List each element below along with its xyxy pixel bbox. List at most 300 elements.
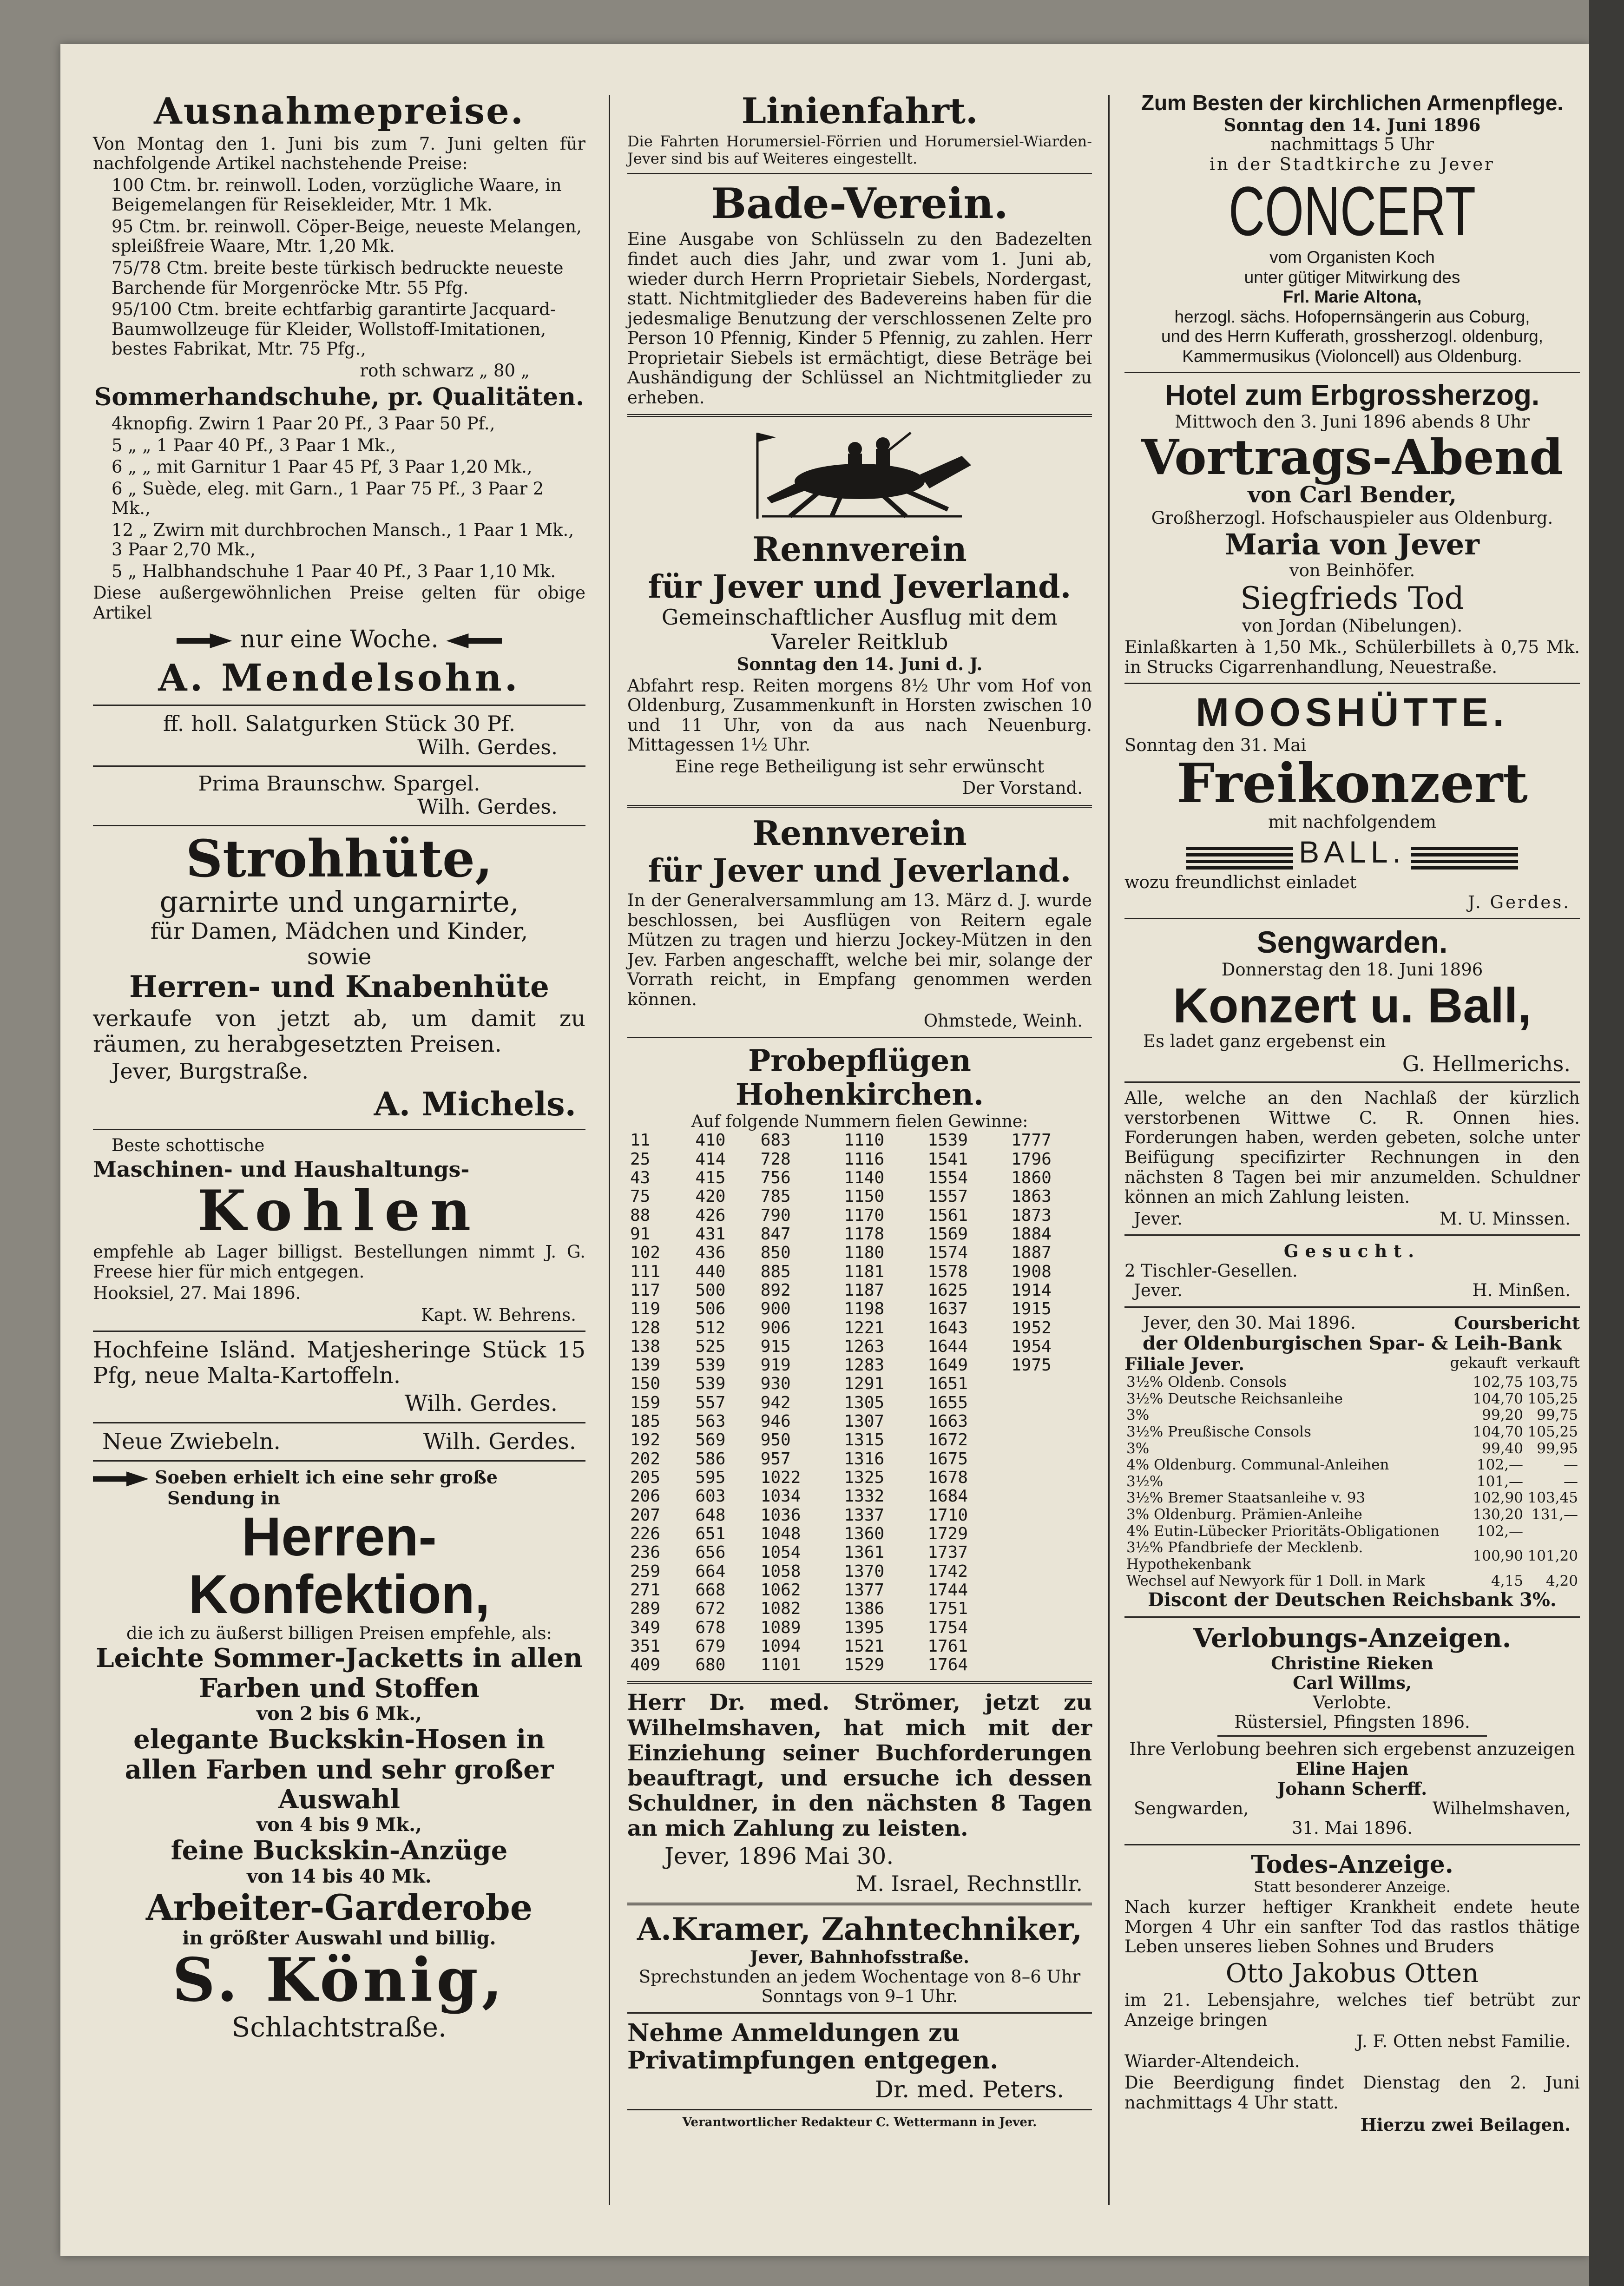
table-cell: 950 [760, 1430, 791, 1450]
list-item: 5 „ Halbhandschuhe 1 Paar 40 Pf., 3 Paar 1,10 Mk. [112, 561, 556, 581]
ad-title: Rennverein [752, 813, 967, 853]
divider [1124, 683, 1580, 684]
table-row [627, 1337, 1092, 1356]
table-row [1124, 1407, 1580, 1424]
column-middle [627, 44, 1092, 2130]
table-cell: 3½% Bremer Staatsanleihe v. 93 [1126, 1489, 1366, 1507]
table-cell: 1908 [1011, 1262, 1052, 1281]
table-row [627, 1394, 1092, 1412]
table-cell: 900 [760, 1299, 791, 1319]
ad-text: im 21. Lebensjahre, welches tief betrübt zur Anzeige bringen [1124, 1990, 1580, 2030]
ad-date: Hooksiel, 27. Mai 1896. [93, 1283, 301, 1304]
table-cell: 847 [760, 1224, 791, 1244]
table-cell: 1325 [844, 1468, 885, 1488]
ad-text: verkaufe von jetzt ab, um damit zu räumen, zu herabgesetzten Preisen. [93, 1005, 585, 1057]
divider [1124, 1616, 1580, 1618]
table-cell: 1729 [927, 1524, 968, 1543]
table-cell: 205 [630, 1468, 661, 1488]
table-cell: 101,— [1476, 1473, 1523, 1490]
ad-subtitle: Auf folgende Nummern fielen Gewinne: [691, 1112, 1028, 1131]
ad-subtitle: Maria von Jever [1225, 527, 1479, 562]
table-cell [1008, 1562, 1092, 1581]
ad-title: Rennverein [752, 529, 967, 569]
table-cell: 1034 [760, 1487, 801, 1506]
divider [93, 1460, 585, 1462]
table-cell: 557 [695, 1393, 726, 1412]
table-cell: 678 [695, 1618, 726, 1637]
table-cell: 1370 [844, 1561, 885, 1581]
ad-text: Eine rege Betheiligung ist sehr erwünscht [675, 756, 1045, 777]
table-cell: 1315 [844, 1430, 885, 1450]
table-cell: 43 [630, 1168, 651, 1188]
table-cell: 1529 [844, 1655, 885, 1675]
ad-title: A.Kramer, Zahntechniker, [637, 1911, 1083, 1948]
divider [1124, 1234, 1580, 1236]
table-cell: 506 [695, 1299, 726, 1319]
ad-name: Otto Jakobus Otten [1225, 1958, 1479, 1989]
divider [627, 805, 1092, 808]
table-row [1124, 1573, 1580, 1590]
ad-subtitle: Gemeinschaftlicher Ausflug mit dem Vareler Reitklub [661, 605, 1058, 655]
table-cell [1008, 1469, 1092, 1487]
table-row [627, 1206, 1092, 1225]
divider [627, 1681, 1092, 1684]
table-cell: 105,25 [1527, 1423, 1578, 1440]
table-cell: 1796 [1011, 1149, 1052, 1169]
table-cell: 539 [695, 1374, 726, 1394]
table-cell: 415 [695, 1168, 726, 1188]
table-cell: 512 [695, 1318, 726, 1337]
table-cell: 1377 [844, 1580, 885, 1600]
divider [93, 705, 585, 706]
table-cell: 436 [695, 1243, 726, 1263]
ad-text: in größter Auswahl und billig. [182, 1927, 496, 1950]
table-row [627, 1131, 1092, 1150]
table-cell: 426 [695, 1206, 726, 1225]
table-cell: 1181 [844, 1262, 885, 1281]
ad-text: Alle, welche an den Nachlaß der kürzlich verstorbenen Wittwe C. R. Onnen hies. Forderungen haben, werden gebeten, solche unter Beifügung specifizirter Rechnungen in den nächsten 8 Tagen bei mir anzumelden. Schuldner können an mich Zahlung leisten. [1124, 1088, 1580, 1207]
ad-text: Beste schottische [112, 1135, 265, 1155]
table-cell: 1332 [844, 1487, 885, 1506]
table-cell: 1101 [760, 1655, 801, 1675]
lottery-table [627, 1131, 1092, 1674]
ad-signature: H. Minßen. [1472, 1280, 1571, 1301]
table-cell: 1094 [760, 1636, 801, 1656]
table-cell: — [1564, 1473, 1578, 1490]
table-cell: 91 [630, 1224, 651, 1244]
ad-signature: M. Israel, Rechnstllr. [855, 1871, 1083, 1897]
table-cell: 414 [695, 1149, 726, 1169]
ad-text: herzogl. sächs. Hofopernsängerin aus Coburg, [1174, 307, 1530, 326]
table-cell: 1170 [844, 1206, 885, 1225]
table-cell: 1180 [844, 1243, 885, 1263]
table-cell: 1569 [927, 1224, 968, 1244]
table-cell: 1036 [760, 1505, 801, 1525]
ad-title: Gesucht. [1283, 1241, 1421, 1262]
table-cell [1008, 1506, 1092, 1525]
ad-date: Sonntag den 31. Mai [1124, 735, 1307, 756]
table-cell: 11 [630, 1131, 651, 1150]
table-cell [1008, 1487, 1092, 1506]
ad-subtitle: Statt besonderer Anzeige. [1254, 1878, 1451, 1896]
table-cell: 1672 [927, 1430, 968, 1450]
table-cell: 4% Eutin-Lübecker Prioritäts-Obligationen [1126, 1522, 1440, 1540]
ad-title: Verlobungs-Anzeigen. [1193, 1623, 1512, 1654]
table-row [627, 1281, 1092, 1300]
ad-big-title: CONCERT [1228, 171, 1476, 250]
table-cell: 1554 [927, 1168, 968, 1188]
table-cell: 1643 [927, 1318, 968, 1337]
ad-text: garnirte und ungarnirte, [159, 885, 519, 919]
table-row [627, 1656, 1092, 1674]
ad-price: von 2 bis 6 Mk., [256, 1703, 422, 1725]
table-row [627, 1506, 1092, 1525]
ad-line [1124, 1281, 1580, 1301]
table-cell: 1860 [1011, 1168, 1052, 1188]
table-cell: 207 [630, 1505, 661, 1525]
ad-date: Mittwoch den 3. Juni 1896 abends 8 Uhr [1175, 411, 1530, 432]
table-cell [1008, 1525, 1092, 1543]
table-cell: 1625 [927, 1280, 968, 1300]
ad-text: Neue Zwiebeln. [102, 1428, 281, 1455]
ad-title: Linienfahrt. [741, 90, 978, 132]
table-cell: 1187 [844, 1280, 885, 1300]
ad-name: Johann Scherff. [1277, 1778, 1427, 1799]
table-cell: 1283 [844, 1356, 885, 1375]
table-cell: 680 [695, 1655, 726, 1675]
table-cell: 679 [695, 1636, 726, 1656]
ad-subtitle: Sommerhandschuhe, pr. Qualitäten. [94, 383, 585, 412]
table-cell: 957 [760, 1449, 791, 1469]
divider [1217, 1735, 1487, 1737]
ad-title: Strohhüte, [185, 828, 493, 889]
table-cell: 102,90 [1473, 1489, 1523, 1507]
table-cell: 3½% Oldenb. Consols [1126, 1373, 1287, 1390]
ad-subtitle: Filiale Jever. [1124, 1354, 1244, 1375]
divider [1124, 918, 1580, 919]
table-cell: 431 [695, 1224, 726, 1244]
ad-text: Leichte Sommer-Jacketts in allen Farben und Stoffen [96, 1643, 583, 1704]
ad-text: wozu freundlichst einladet [1124, 872, 1357, 893]
table-cell: 226 [630, 1524, 661, 1543]
table-cell: 159 [630, 1393, 661, 1412]
table-cell: 1574 [927, 1243, 968, 1263]
table-cell: 946 [760, 1412, 791, 1431]
ad-subtitle: Maschinen- und Haushaltungs- [93, 1157, 470, 1182]
ad-text: Diese außergewöhnlichen Preise gelten für obige Artikel [93, 583, 585, 623]
ad-big-title: Freikonzert [1177, 751, 1528, 815]
ad-text: Hochfeine Isländ. Matjesheringe Stück 15 Pfg, neue Malta-Kartoffeln. [93, 1337, 585, 1389]
table-row [1124, 1490, 1580, 1507]
table-cell: 892 [760, 1280, 791, 1300]
table-cell: 25 [630, 1149, 651, 1169]
ad-line [1124, 1209, 1580, 1229]
divider [93, 765, 585, 767]
pointing-hand-icon [446, 632, 502, 650]
table-row [627, 1187, 1092, 1206]
table-row [627, 1300, 1092, 1318]
list-item: 100 Ctm. br. reinwoll. Loden, vorzügliche Waare, in Beigemelangen für Reisekleider, Mtr. 1 Mk. [112, 175, 562, 215]
ad-header-line [93, 1467, 585, 1489]
table-cell [1525, 1523, 1580, 1540]
table-cell: 192 [630, 1430, 661, 1450]
table-cell: 569 [695, 1430, 726, 1450]
horse-race-illustration [627, 423, 1092, 530]
divider [1124, 1844, 1580, 1845]
table-cell: 3½% Preußische Consols [1126, 1423, 1311, 1440]
table-row [627, 1543, 1092, 1562]
table-cell [1008, 1543, 1092, 1562]
table-cell: 88 [630, 1206, 651, 1225]
table-cell: 1198 [844, 1299, 885, 1319]
table-cell: 3% Oldenburg. Prämien-Anleihe [1126, 1506, 1362, 1523]
ad-text: vom Organisten Koch [1269, 248, 1435, 267]
ad-text: Einlaßkarten à 1,50 Mk., Schülerbillets à 0,75 Mk. in Strucks Cigarrenhandlung, Neuestraße. [1124, 637, 1580, 677]
ad-title: Coursbericht [1454, 1312, 1580, 1333]
ad-title: Ausnahmepreise. [154, 90, 525, 132]
ad-text: Nach kurzer heftiger Krankheit endete heute Morgen 4 Uhr ein sanfter Tod das rastlos thätige Leben unseres lieben Sohnes und Bruders [1124, 1897, 1580, 1957]
table-cell [1008, 1619, 1092, 1637]
table-cell [1008, 1581, 1092, 1600]
table-cell: 1887 [1011, 1243, 1052, 1263]
table-cell: 202 [630, 1449, 661, 1469]
ad-date: Rüstersiel, Pfingsten 1896. [1234, 1712, 1470, 1733]
table-cell: 3% [1126, 1440, 1150, 1457]
ad-place: Jever, Burgstraße. [112, 1059, 309, 1084]
ad-text: Sendung in [167, 1488, 280, 1509]
divider [1124, 1081, 1580, 1083]
table-row [627, 1431, 1092, 1449]
table-cell: 130,20 [1473, 1506, 1523, 1523]
table-cell [1008, 1394, 1092, 1412]
table-cell: 728 [760, 1149, 791, 1169]
table-cell: 1221 [844, 1318, 885, 1337]
table-cell: 942 [760, 1393, 791, 1412]
ad-price: von 14 bis 40 Mk. [247, 1865, 432, 1887]
table-cell: 1082 [760, 1599, 801, 1619]
table-cell: 1742 [927, 1561, 968, 1581]
table-cell: 117 [630, 1280, 661, 1300]
table-cell: 104,70 [1473, 1423, 1523, 1440]
ad-text: Die Fahrten Horumersiel-Förrien und Horumersiel-Wiarden-Jever sind bis auf Weiteres eingestellt. [627, 132, 1092, 168]
ad-title: MOOSHÜTTE. [1196, 690, 1509, 735]
table-cell: 289 [630, 1599, 661, 1619]
table-cell: 75 [630, 1187, 651, 1206]
divider [627, 1903, 1092, 1905]
table-cell: 1954 [1011, 1337, 1052, 1356]
table-row [627, 1150, 1092, 1169]
table-row [1124, 1374, 1580, 1391]
list-item: 95/100 Ctm. breite echtfarbig garantirte Jacquard-Baumwollzeuge für Kleider, Wollstoff-Imitationen, bestes Fabrikat, Mtr. 75 Pfg., [112, 299, 556, 359]
ad-name: Christine Rieken [1271, 1653, 1433, 1673]
table-cell: 1684 [927, 1487, 968, 1506]
ad-text: Von Montag den 1. Juni bis zum 7. Juni gelten für nachfolgende Artikel nachstehende Preise: [93, 133, 585, 174]
table-cell: 915 [760, 1337, 791, 1356]
ad-text: nachmittags 5 Uhr [1270, 134, 1434, 155]
ad-subtitle: Siegfrieds Tod [1240, 580, 1464, 616]
divider [1124, 372, 1580, 373]
table-cell: 1395 [844, 1618, 885, 1637]
list-item: 6 „ Suède, eleg. mit Garn., 1 Paar 75 Pf., 3 Paar 2 Mk., [112, 478, 544, 519]
table-cell: 102,75 [1473, 1373, 1523, 1390]
table-cell: 595 [695, 1468, 726, 1488]
table-cell: 102,— [1476, 1522, 1523, 1540]
pointing-hand-icon [93, 1469, 149, 1488]
table-cell: 139 [630, 1356, 661, 1375]
ad-signature: Dr. med. Peters. [874, 2076, 1064, 2103]
ad-subtitle: BALL. [1299, 835, 1406, 870]
ad-text: Hierzu zwei Beilagen. [1360, 2114, 1571, 2135]
table-row [627, 1487, 1092, 1506]
table-cell: 128 [630, 1318, 661, 1337]
table-cell [1008, 1431, 1092, 1449]
ad-date: Jever, den 30. Mai 1896. [1143, 1312, 1356, 1333]
ad-signature: J. F. Otten nebst Familie. [1356, 2031, 1571, 2052]
table-cell: 1337 [844, 1505, 885, 1525]
ad-big-title: Konzert u. Ball, [1173, 978, 1532, 1033]
ad-text: Sprechstunden an jedem Wochentage von 8–6 Uhr [638, 1966, 1081, 1987]
ad-signature: Der Vorstand. [962, 778, 1083, 798]
table-cell: 1054 [760, 1543, 801, 1562]
table-row [627, 1525, 1092, 1543]
ad-signature: G. Hellmerichs. [1402, 1051, 1571, 1076]
table-cell: 1316 [844, 1449, 885, 1469]
table-row [1124, 1457, 1580, 1474]
table-cell: 668 [695, 1580, 726, 1600]
divider [93, 1129, 585, 1130]
table-cell: 3% [1126, 1407, 1150, 1424]
table-cell: 1651 [927, 1374, 968, 1394]
table-cell: 1644 [927, 1337, 968, 1356]
table-cell: 1675 [927, 1449, 968, 1469]
ad-title: Konfektion, [188, 1563, 490, 1625]
table-cell: 563 [695, 1412, 726, 1431]
ad-text: von Carl Bender, [1248, 482, 1457, 508]
ad-text: von Jordan (Nibelungen). [1242, 615, 1463, 636]
ad-signature: Wilh. Gerdes. [404, 1390, 558, 1416]
ad-firm: S. König, [172, 1945, 506, 2016]
table-cell: 99,20 [1482, 1407, 1523, 1424]
table-row [1124, 1424, 1580, 1441]
ad-text: Kammermusikus (Violoncell) aus Oldenburg. [1182, 346, 1522, 366]
table-cell: 1291 [844, 1374, 885, 1394]
table-cell: Wechsel auf Newyork für 1 Doll. in Mark [1126, 1572, 1425, 1589]
ad-text: für Damen, Mädchen und Kinder, [150, 918, 528, 944]
table-cell: 1754 [927, 1618, 968, 1637]
table-cell: 1952 [1011, 1318, 1052, 1337]
table-cell: 3½% Deutsche Reichsanleihe [1126, 1390, 1343, 1407]
table-row [627, 1375, 1092, 1393]
decorative-stripes [1411, 847, 1518, 870]
imprint-footer: Verantwortlicher Redakteur C. Wettermann in Jever. [682, 2115, 1037, 2129]
table-cell: 1089 [760, 1618, 801, 1637]
exchange-columns [1450, 1354, 1580, 1374]
ad-text: 2 Tischler-Gesellen. [1124, 1260, 1298, 1281]
col-bought: gekauft [1450, 1354, 1507, 1372]
table-cell: 1058 [760, 1561, 801, 1581]
ad-title: Hotel zum Erbgrossherzog. [1164, 379, 1540, 412]
table-cell: 1761 [927, 1636, 968, 1656]
table-row [1124, 1540, 1580, 1573]
ad-place: Jever, Bahnhofsstraße. [750, 1947, 969, 1968]
ad-title: Sengwarden. [1256, 925, 1448, 960]
ad-signature: Kapt. W. Behrens. [421, 1304, 576, 1325]
ad-signature: Wilh. Gerdes. [417, 736, 558, 760]
ad-signature: M. U. Minssen. [1440, 1208, 1571, 1229]
ad-big-title: Vortrags-Abend [1141, 428, 1563, 486]
table-cell: 1263 [844, 1337, 885, 1356]
ad-text: ff. holl. Salatgurken Stück 30 Pf. [163, 711, 516, 737]
table-row [1124, 1474, 1580, 1490]
table-row [1124, 1507, 1580, 1523]
column-divider [1108, 95, 1110, 2205]
ad-text: Sonntags von 9–1 Uhr. [761, 1986, 958, 2007]
table-cell: 525 [695, 1337, 726, 1356]
table-cell: 1873 [1011, 1206, 1052, 1225]
table-cell: 103,45 [1527, 1489, 1578, 1507]
ad-text: Es ladet ganz ergebenst ein [1143, 1031, 1386, 1051]
ad-name: Eline Hajen [1295, 1759, 1409, 1779]
ad-text: Nehme Anmeldungen zu Privatimpfungen entgegen. [627, 2018, 999, 2075]
list-item: 5 „ „ 1 Paar 40 Pf., 3 Paar 1 Mk., [112, 435, 396, 455]
ad-place: Jever. [1134, 1280, 1183, 1301]
ad-subtitle: Arbeiter-Garderobe [145, 1886, 533, 1928]
exchange-header [1124, 1313, 1580, 1333]
divider [93, 1331, 585, 1332]
ad-text: Eine Ausgabe von Schlüsseln zu den Badezelten findet auch dies Jahr, und zwar vom 1. Juni ab, wieder durch Herrn Proprietair Siebels, Nordergast, statt. Nichtmitglieder des Badevereins haben für die jedesmalige Benutzung der verschlossenen Zelte pro Person 10 Pfennig, Kinder 5 Pfennig, zu zahlen. Herr Proprietair Siebels ist ermächtigt, diese Beträge bei Aushändigung der Schlüssel an Nichtmitglieder zu erheben. [627, 229, 1092, 408]
ad-text: feine Buckskin-Anzüge [171, 1835, 508, 1866]
table-cell: 3½% Pfandbriefe der Mecklenb. Hypothekenbank [1126, 1539, 1363, 1573]
table-cell: 150 [630, 1374, 661, 1394]
ad-title: der Oldenburgischen Spar- & Leih-Bank [1142, 1332, 1562, 1355]
table-cell: 4% Oldenburg. Communal-Anleihen [1126, 1456, 1389, 1474]
ad-place: Jever. [1134, 1208, 1183, 1229]
table-cell: 648 [695, 1505, 726, 1525]
table-cell [1008, 1375, 1092, 1393]
table-cell: 440 [695, 1262, 726, 1281]
ad-text: Prima Braunschw. Spargel. [198, 771, 480, 796]
table-row [627, 1263, 1092, 1281]
ad-title: Zum Besten der kirchlichen Armenpflege. [1141, 91, 1564, 115]
ad-text: und des Herrn Kufferath, grossherzogl. oldenburg, [1161, 327, 1544, 346]
table-cell: 1386 [844, 1599, 885, 1619]
column-right [1124, 44, 1580, 2134]
table-cell [1008, 1600, 1092, 1618]
table-cell: 1178 [844, 1224, 885, 1244]
ad-text: Soeben erhielt ich eine sehr große [155, 1466, 498, 1488]
list-item: roth schwarz „ 80 „ [360, 360, 530, 381]
table-row [627, 1637, 1092, 1656]
table-cell: 103,75 [1527, 1373, 1578, 1390]
table-row [627, 1225, 1092, 1244]
table-cell: 1655 [927, 1393, 968, 1412]
table-cell: 131,— [1531, 1506, 1578, 1523]
ad-place: Schlachtstraße. [231, 2011, 447, 2043]
table-cell: 1863 [1011, 1187, 1052, 1206]
ad-title: Probepflügen Hohenkirchen. [735, 1043, 984, 1113]
table-cell: 99,95 [1537, 1440, 1578, 1457]
table-cell: 785 [760, 1187, 791, 1206]
table-cell: 919 [760, 1356, 791, 1375]
table-cell: 1737 [927, 1543, 968, 1562]
pointing-hand-icon [177, 632, 232, 650]
ad-line [93, 1429, 585, 1455]
table-cell: 1744 [927, 1580, 968, 1600]
table-cell: 271 [630, 1580, 661, 1600]
table-cell: 1307 [844, 1412, 885, 1431]
table-row [627, 1356, 1092, 1375]
list-item: 4knopfig. Zwirn 1 Paar 20 Pf., 3 Paar 50 Pf., [112, 414, 495, 434]
